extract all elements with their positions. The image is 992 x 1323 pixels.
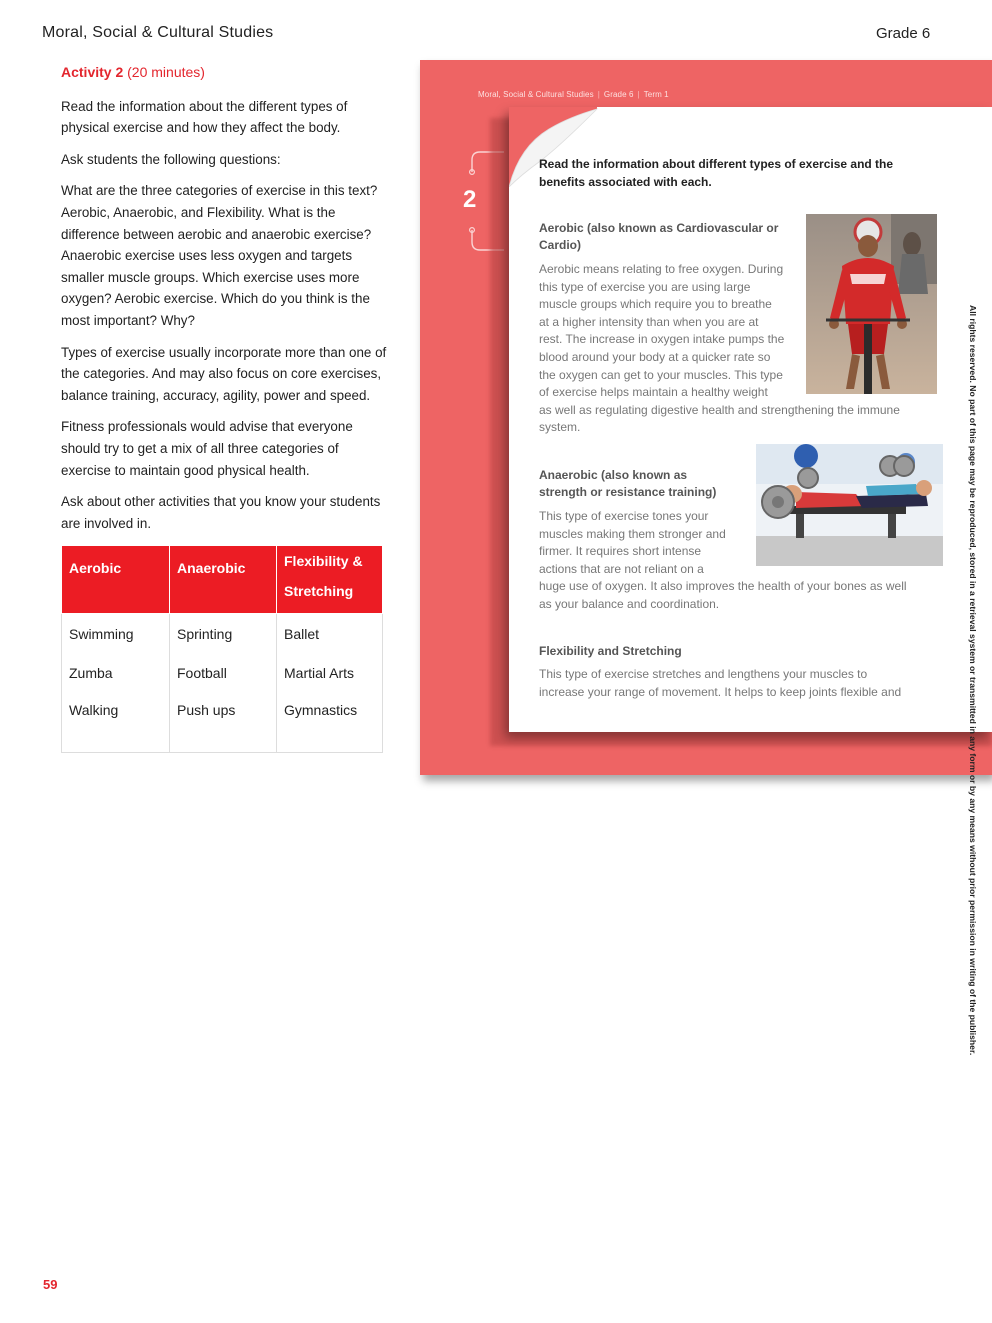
activity-paragraph-1: Read the information about the different types of physical exercise and how they affect the body.: [61, 98, 348, 136]
flexibility-line: increase your range of movement. It helps to keep joints flexible and: [539, 684, 902, 699]
anaerobic-line: huge use of oxygen. It also improves the health of your bones as well: [539, 579, 907, 594]
aerobic-line: the oxygen can get to your muscles. This type: [539, 367, 783, 382]
flexibility-body: [539, 666, 939, 701]
aerobic-line: at a higher intensity than when you are at: [539, 314, 759, 329]
anaerobic-title: [539, 467, 759, 501]
anaerobic-line: actions that are not reliant on a: [539, 561, 704, 576]
table-row: [62, 692, 383, 753]
cyclist-photo: [806, 214, 937, 394]
anaerobic-title-line: strength or resistance training): [539, 485, 717, 499]
breadcrumb-grade: Grade 6: [603, 90, 634, 99]
anaerobic-line: firmer. It requires short intense: [539, 544, 702, 559]
table-cell: Martial Arts: [277, 653, 383, 692]
table-cell: Sprinting: [170, 614, 277, 654]
table-cell: Swimming: [62, 614, 170, 654]
activity-paragraph-5: Fitness professionals would advise that everyone should try to get a mix of all three categories of exercise to maintain good physical health.: [61, 419, 353, 478]
table-cell: Walking: [62, 692, 170, 753]
activity-paragraph-3: What are the three categories of exercise in this text? Aerobic, Anaerobic, and Flexibility. What is the difference between aerobic and anaerobic exercise? Anaerobic exercise uses less oxygen and targets smaller muscle groups. Which exercise uses more oxygen? Aerobic exercise. Which do you think is the most important? Why?: [61, 183, 378, 328]
table-cell: Push ups: [170, 692, 277, 753]
anaerobic-line: muscles making them stronger and: [539, 526, 726, 541]
panel-breadcrumb: [478, 90, 669, 99]
activity-paragraph-4: Types of exercise usually incorporate more than one of the categories. And may also focus on core exercises, balance training, accuracy, agility, power and speed.: [61, 344, 387, 403]
activity-paragraph-6: Ask about other activities that you know your students are involved in.: [61, 494, 381, 531]
aerobic-line: rest. The increase in oxygen intake pumps the: [539, 332, 785, 347]
aerobic-line: as well as regulating digestive health and strengthening the immune: [539, 402, 900, 417]
table-row: [62, 653, 383, 692]
table-header-row: [62, 546, 383, 614]
header-aerobic: Aerobic: [62, 546, 170, 614]
breadcrumb-term: Term 1: [643, 90, 669, 99]
breadcrumb-subject: Moral, Social & Cultural Studies: [478, 90, 594, 99]
aerobic-line: system.: [539, 420, 581, 435]
table-row: [62, 614, 383, 654]
header-flexibility-label: Flexibility & Stretching: [284, 553, 363, 599]
table-cell: Football: [170, 653, 277, 692]
rights-notice-text: All rights reserved. No part of this page may be reproduced, stored in a retrieval system or transmitted in any form or by any means without prior permission in writing of the publisher.: [968, 305, 978, 1056]
breadcrumb-separator: |: [597, 90, 600, 99]
anaerobic-line: This type of exercise tones your: [539, 509, 709, 523]
header-grade: Grade 6: [876, 25, 931, 42]
page-number: 59: [43, 1277, 58, 1292]
aerobic-title: Aerobic (also known as Cardiovascular or Cardio): [539, 221, 779, 252]
header-anaerobic: Anaerobic: [170, 546, 277, 614]
activity-paragraph-2: Ask students the following questions:: [61, 151, 281, 167]
aerobic-line: of exercise helps maintain a healthy weight: [539, 385, 768, 400]
activity-title-bold: Activity 2: [61, 64, 124, 80]
table-cell: Gymnastics: [277, 692, 383, 753]
aerobic-line: Aerobic means relating to free oxygen. During: [539, 262, 784, 276]
anaerobic-title-line: Anaerobic (also known as: [539, 468, 688, 482]
exercise-categories-table: [61, 545, 383, 753]
header-subject: Moral, Social & Cultural Studies: [42, 24, 274, 41]
section-number: 2: [463, 186, 477, 213]
aerobic-line: this type of exercise you are using large: [539, 279, 751, 294]
activity-duration: (20 minutes): [123, 64, 205, 80]
table-cell: Zumba: [62, 653, 170, 692]
breadcrumb-separator: |: [637, 90, 640, 99]
table-cell: Ballet: [277, 614, 383, 654]
activity-title: [61, 62, 387, 84]
aerobic-line: blood around your body at a quicker rate so: [539, 349, 771, 364]
flexibility-line: This type of exercise stretches and lengthens your muscles to: [539, 667, 868, 681]
header-flexibility: [277, 546, 383, 614]
weightlifting-photo: [756, 444, 943, 566]
activity-column: [61, 62, 387, 544]
anaerobic-line: as your balance and coordination.: [539, 596, 720, 611]
rights-notice: [964, 305, 980, 1055]
inner-intro: Read the information about different types of exercise and the benefits associated with each.: [539, 157, 894, 189]
aerobic-line: muscle groups which require you to breathe: [539, 297, 772, 312]
flexibility-title: Flexibility and Stretching: [539, 644, 682, 658]
